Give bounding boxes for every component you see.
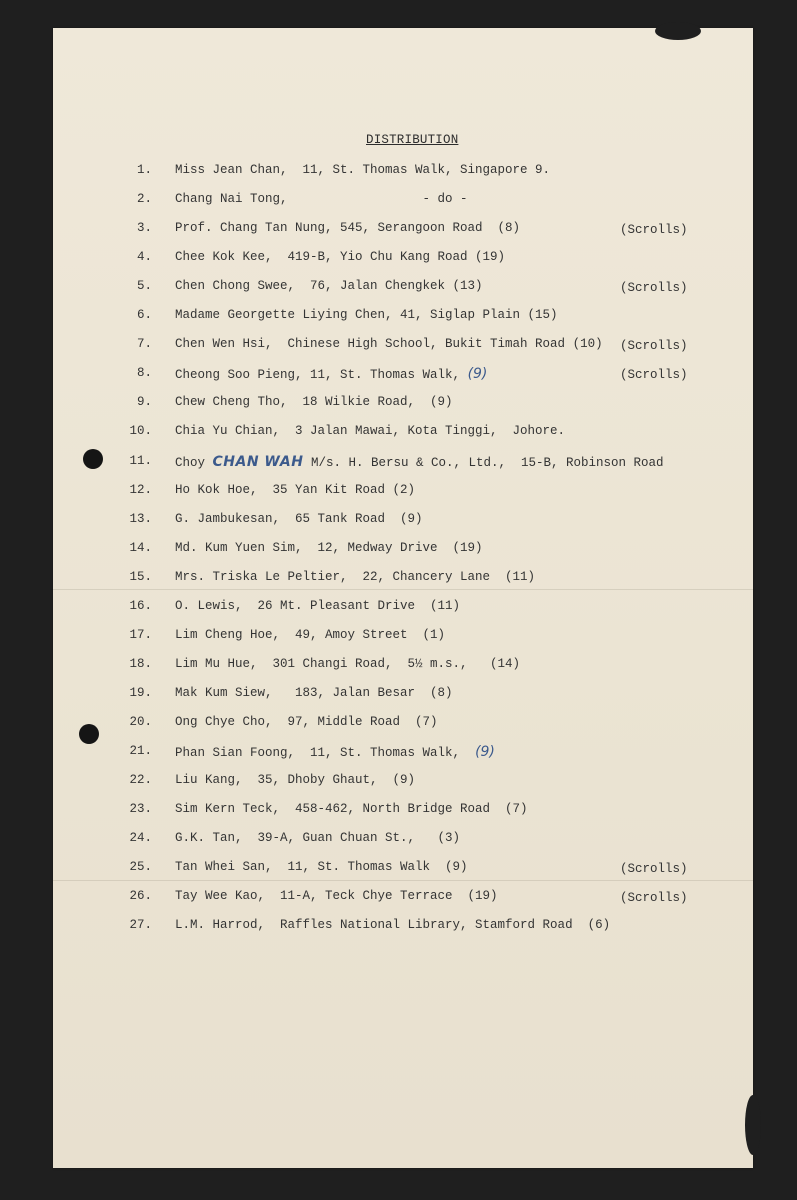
entry-typed-text: Liu Kang, 35, Dhoby Ghaut, (9) bbox=[175, 773, 416, 787]
entry-typed-text: Mrs. Triska Le Peltier, 22, Chancery Lane (11) bbox=[175, 570, 536, 584]
entry-text bbox=[175, 308, 558, 322]
list-item bbox=[0, 918, 797, 936]
entry-text bbox=[175, 512, 423, 526]
entry-number: 8. bbox=[136, 366, 152, 380]
entry-text bbox=[175, 744, 495, 760]
scrolls-note: (Scrolls) bbox=[620, 368, 688, 382]
entry-text bbox=[175, 454, 664, 470]
list-item bbox=[0, 163, 797, 181]
entry-number: 17. bbox=[129, 628, 152, 642]
entry-number: 18. bbox=[129, 657, 152, 671]
list-item bbox=[0, 744, 797, 762]
list-item bbox=[0, 279, 797, 297]
entry-text bbox=[175, 715, 438, 729]
entry-typed-text: Tay Wee Kao, 11-A, Teck Chye Terrace (19) bbox=[175, 889, 498, 903]
entry-text bbox=[175, 250, 505, 264]
list-item bbox=[0, 483, 797, 501]
entry-number: 3. bbox=[136, 221, 152, 235]
entry-number: 26. bbox=[129, 889, 152, 903]
entry-number: 14. bbox=[129, 541, 152, 555]
entry-number: 19. bbox=[129, 686, 152, 700]
entry-text bbox=[175, 337, 603, 351]
entry-typed-text: O. Lewis, 26 Mt. Pleasant Drive (11) bbox=[175, 599, 461, 613]
entry-number: 20. bbox=[129, 715, 152, 729]
torn-edge bbox=[745, 1095, 761, 1155]
list-item bbox=[0, 715, 797, 733]
list-item bbox=[0, 395, 797, 413]
entry-number: 16. bbox=[129, 599, 152, 613]
entry-typed-text: Choy bbox=[175, 456, 213, 470]
handwritten-annotation: (9) bbox=[475, 744, 495, 760]
entry-text bbox=[175, 657, 520, 671]
list-item bbox=[0, 192, 797, 210]
entry-typed-text: Lim Mu Hue, 301 Changi Road, 5½ m.s., (14) bbox=[175, 657, 521, 671]
list-item bbox=[0, 657, 797, 675]
entry-text bbox=[175, 163, 550, 177]
list-item bbox=[0, 889, 797, 907]
entry-text bbox=[175, 831, 460, 845]
entry-number: 9. bbox=[136, 395, 152, 409]
fold-crease bbox=[53, 880, 753, 881]
entry-typed-text: Chia Yu Chian, 3 Jalan Mawai, Kota Tinggi, Johore. bbox=[175, 424, 566, 438]
entry-typed-text: Chee Kok Kee, 419-B, Yio Chu Kang Road (19) bbox=[175, 250, 506, 264]
entry-typed-text: G. Jambukesan, 65 Tank Road (9) bbox=[175, 512, 423, 526]
list-item bbox=[0, 860, 797, 878]
entry-typed-text-continued: M/s. H. Bersu & Co., Ltd., 15-B, Robinson Road bbox=[303, 456, 664, 470]
list-item bbox=[0, 541, 797, 559]
entry-text bbox=[175, 483, 415, 497]
entry-text bbox=[175, 279, 483, 293]
scrolls-note: (Scrolls) bbox=[620, 223, 688, 237]
entry-text bbox=[175, 628, 445, 642]
list-item bbox=[0, 628, 797, 646]
handwritten-annotation: (9) bbox=[467, 366, 488, 382]
list-item bbox=[0, 337, 797, 355]
entry-text bbox=[175, 541, 483, 555]
entry-number: 5. bbox=[136, 279, 152, 293]
scrolls-note: (Scrolls) bbox=[620, 281, 688, 295]
entry-typed-text: Miss Jean Chan, 11, St. Thomas Walk, Singapore 9. bbox=[175, 163, 551, 177]
entry-typed-text: Sim Kern Teck, 458-462, North Bridge Road (7) bbox=[175, 802, 528, 816]
entry-typed-text: Madame Georgette Liying Chen, 41, Siglap Plain (15) bbox=[175, 308, 558, 322]
list-item bbox=[0, 686, 797, 704]
entry-number: 12. bbox=[129, 483, 152, 497]
entry-number: 25. bbox=[129, 860, 152, 874]
entry-typed-text: Phan Sian Foong, 11, St. Thomas Walk, bbox=[175, 746, 476, 760]
entry-typed-text: G.K. Tan, 39-A, Guan Chuan St., (3) bbox=[175, 831, 461, 845]
entry-text bbox=[175, 802, 528, 816]
entry-number: 22. bbox=[129, 773, 152, 787]
handwritten-annotation: CHAN WAH bbox=[212, 454, 304, 470]
entry-typed-text: Ong Chye Cho, 97, Middle Road (7) bbox=[175, 715, 438, 729]
entry-text bbox=[175, 192, 468, 206]
list-item bbox=[0, 424, 797, 442]
entry-number: 7. bbox=[136, 337, 152, 351]
entry-number: 4. bbox=[136, 250, 152, 264]
entry-text bbox=[175, 366, 487, 382]
scrolls-note: (Scrolls) bbox=[620, 339, 688, 353]
entry-number: 10. bbox=[129, 424, 152, 438]
scrolls-note: (Scrolls) bbox=[620, 862, 688, 876]
entry-typed-text: Chen Chong Swee, 76, Jalan Chengkek (13) bbox=[175, 279, 483, 293]
list-item bbox=[0, 454, 797, 472]
entry-text bbox=[175, 918, 610, 932]
entry-number: 15. bbox=[129, 570, 152, 584]
torn-corner bbox=[655, 22, 701, 40]
entry-number: 23. bbox=[129, 802, 152, 816]
entry-text bbox=[175, 395, 453, 409]
entry-typed-text: Chang Nai Tong, - do - bbox=[175, 192, 468, 206]
entry-number: 21. bbox=[129, 744, 152, 758]
list-item bbox=[0, 221, 797, 239]
entry-text bbox=[175, 773, 415, 787]
entry-typed-text: L.M. Harrod, Raffles National Library, Stamford Road (6) bbox=[175, 918, 611, 932]
entry-typed-text: Tan Whei San, 11, St. Thomas Walk (9) bbox=[175, 860, 468, 874]
entry-number: 1. bbox=[136, 163, 152, 177]
entry-number: 11. bbox=[129, 454, 152, 468]
document-heading: DISTRIBUTION bbox=[366, 133, 459, 147]
list-item bbox=[0, 570, 797, 588]
list-item bbox=[0, 250, 797, 268]
fold-crease bbox=[53, 589, 753, 590]
list-item bbox=[0, 773, 797, 791]
entry-text bbox=[175, 686, 453, 700]
list-item bbox=[0, 831, 797, 849]
entry-typed-text: Md. Kum Yuen Sim, 12, Medway Drive (19) bbox=[175, 541, 483, 555]
entry-text bbox=[175, 570, 535, 584]
entry-text bbox=[175, 221, 520, 235]
entry-number: 6. bbox=[136, 308, 152, 322]
entry-typed-text: Lim Cheng Hoe, 49, Amoy Street (1) bbox=[175, 628, 446, 642]
entry-number: 27. bbox=[129, 918, 152, 932]
entry-typed-text: Cheong Soo Pieng, 11, St. Thomas Walk, bbox=[175, 368, 468, 382]
scrolls-note: (Scrolls) bbox=[620, 891, 688, 905]
list-item bbox=[0, 802, 797, 820]
entry-typed-text: Chen Wen Hsi, Chinese High School, Bukit Timah Road (10) bbox=[175, 337, 603, 351]
list-item bbox=[0, 512, 797, 530]
entry-number: 24. bbox=[129, 831, 152, 845]
entry-typed-text: Mak Kum Siew, 183, Jalan Besar (8) bbox=[175, 686, 453, 700]
entry-text bbox=[175, 889, 498, 903]
entry-typed-text: Prof. Chang Tan Nung, 545, Serangoon Road (8) bbox=[175, 221, 521, 235]
entry-text bbox=[175, 424, 565, 438]
entry-text bbox=[175, 860, 468, 874]
entry-text bbox=[175, 599, 460, 613]
entry-number: 2. bbox=[136, 192, 152, 206]
entry-number: 13. bbox=[129, 512, 152, 526]
list-item bbox=[0, 599, 797, 617]
entry-typed-text: Ho Kok Hoe, 35 Yan Kit Road (2) bbox=[175, 483, 416, 497]
list-item bbox=[0, 366, 797, 384]
entry-typed-text: Chew Cheng Tho, 18 Wilkie Road, (9) bbox=[175, 395, 453, 409]
list-item bbox=[0, 308, 797, 326]
